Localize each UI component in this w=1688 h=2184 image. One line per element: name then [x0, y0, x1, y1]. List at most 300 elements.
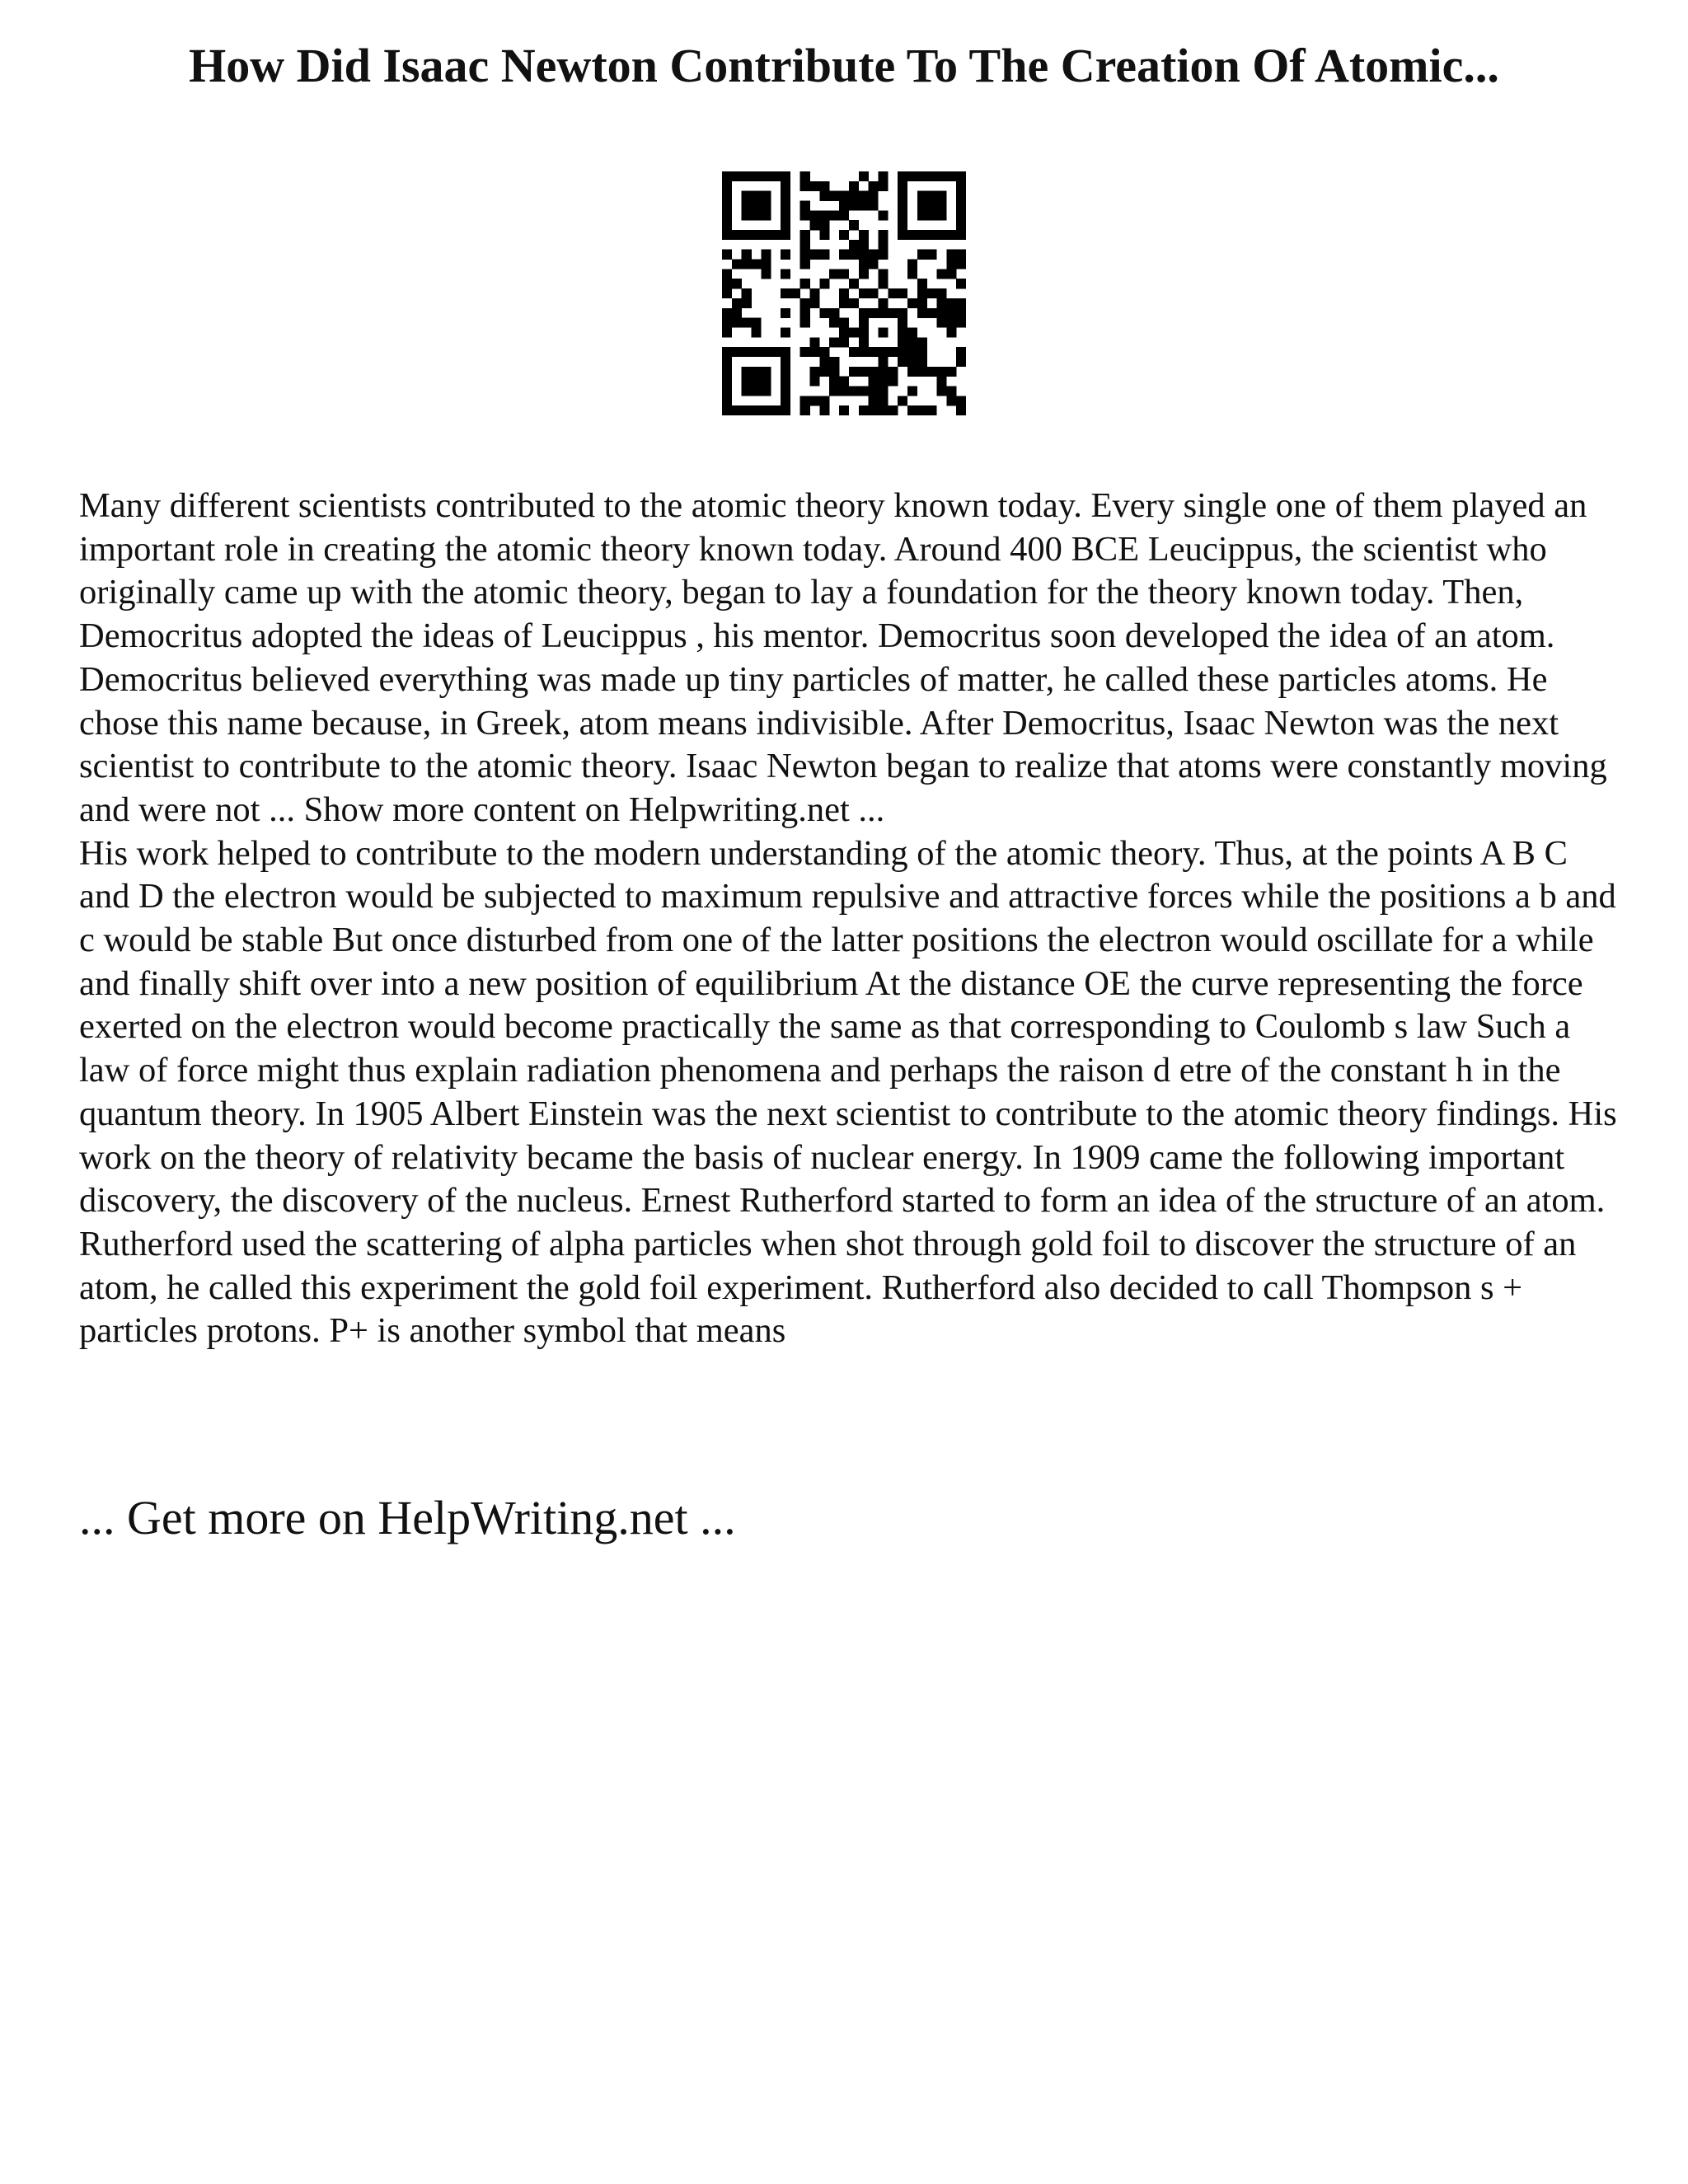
qr-module [829, 337, 839, 347]
qr-module [898, 308, 907, 318]
qr-module [810, 220, 820, 230]
qr-module [956, 357, 966, 367]
qr-module [810, 377, 820, 387]
qr-module [800, 308, 810, 318]
qr-module [839, 269, 849, 279]
qr-module [869, 288, 879, 298]
qr-module [888, 308, 898, 318]
qr-module [761, 347, 771, 357]
qr-module [722, 396, 732, 405]
qr-module [946, 367, 956, 377]
qr-module [907, 327, 917, 337]
qr-module [888, 288, 898, 298]
qr-module [956, 220, 966, 230]
qr-module [781, 250, 790, 260]
qr-module [800, 405, 810, 415]
qr-module [800, 201, 810, 211]
qr-module [878, 347, 888, 357]
qr-module [819, 250, 829, 260]
qr-module [722, 327, 732, 337]
qr-module [722, 171, 732, 181]
qr-module [761, 260, 771, 269]
qr-module [878, 181, 888, 191]
qr-module [849, 201, 859, 211]
qr-module [878, 377, 888, 387]
qr-module [781, 308, 790, 318]
qr-module [839, 201, 849, 211]
qr-module [752, 260, 762, 269]
qr-module [829, 377, 839, 387]
qr-module [946, 230, 956, 240]
qr-module [781, 367, 790, 377]
qr-module [907, 269, 917, 279]
qr-module [819, 210, 829, 220]
qr-module [917, 210, 927, 220]
qr-module [898, 181, 907, 191]
qr-module [849, 181, 859, 191]
qr-module [722, 288, 732, 298]
qr-module [917, 201, 927, 211]
qr-module [888, 367, 898, 377]
qr-module [927, 250, 937, 260]
qr-module [888, 347, 898, 357]
qr-module [956, 260, 966, 269]
qr-module [722, 220, 732, 230]
qr-module [839, 191, 849, 201]
qr-module [907, 337, 917, 347]
qr-module [956, 210, 966, 220]
qr-module [722, 347, 732, 357]
qr-module [781, 269, 790, 279]
qr-module [781, 181, 790, 191]
qr-module [859, 171, 869, 181]
qr-module [878, 386, 888, 396]
qr-module [907, 230, 917, 240]
qr-module [898, 171, 907, 181]
qr-module [878, 250, 888, 260]
qr-module [839, 230, 849, 240]
qr-module [878, 308, 888, 318]
qr-module [732, 347, 742, 357]
qr-module [917, 171, 927, 181]
qr-module [781, 386, 790, 396]
qr-module [907, 405, 917, 415]
qr-module [946, 298, 956, 308]
qr-module [849, 220, 859, 230]
qr-module [917, 298, 927, 308]
qr-code-graphic [722, 171, 966, 415]
qr-module [849, 327, 859, 337]
qr-module [907, 171, 917, 181]
qr-module [917, 337, 927, 347]
qr-module [722, 357, 732, 367]
qr-module [781, 171, 790, 181]
qr-module [946, 260, 956, 269]
qr-module [936, 298, 946, 308]
qr-module [936, 269, 946, 279]
qr-module [956, 230, 966, 240]
qr-module [752, 386, 762, 396]
qr-module [732, 279, 742, 288]
qr-module [810, 288, 820, 298]
qr-module [761, 250, 771, 260]
document-title: How Did Isaac Newton Contribute To The Creation Of Atomic... [189, 39, 1499, 92]
qr-module [810, 250, 820, 260]
qr-module [819, 230, 829, 240]
qr-module [927, 191, 937, 201]
qr-module [732, 260, 742, 269]
qr-module [946, 269, 956, 279]
qr-module [732, 298, 742, 308]
qr-module [869, 308, 879, 318]
qr-module [946, 318, 956, 328]
qr-module [742, 250, 752, 260]
qr-module [898, 347, 907, 357]
qr-module [722, 269, 732, 279]
qr-module [781, 220, 790, 230]
qr-module [859, 201, 869, 211]
qr-module [859, 367, 869, 377]
qr-module [859, 405, 869, 415]
qr-module [869, 367, 879, 377]
qr-module [722, 308, 732, 318]
qr-module [859, 260, 869, 269]
qr-module [800, 347, 810, 357]
qr-module [829, 318, 839, 328]
qr-module [898, 201, 907, 211]
qr-module [752, 405, 762, 415]
qr-module [800, 396, 810, 405]
qr-module [878, 327, 888, 337]
qr-module [742, 288, 752, 298]
qr-module [732, 405, 742, 415]
qr-module [927, 201, 937, 211]
qr-module [869, 191, 879, 201]
qr-module [956, 347, 966, 357]
qr-module [742, 405, 752, 415]
qr-module [829, 386, 839, 396]
qr-module [898, 337, 907, 347]
qr-module [917, 405, 927, 415]
qr-module [771, 171, 781, 181]
qr-module [722, 181, 732, 191]
qr-module [819, 279, 829, 288]
qr-module [917, 230, 927, 240]
qr-module [907, 357, 917, 367]
qr-module [732, 171, 742, 181]
qr-module [859, 386, 869, 396]
qr-module [742, 318, 752, 328]
qr-module [869, 250, 879, 260]
qr-module [819, 220, 829, 230]
qr-module [771, 230, 781, 240]
qr-module [927, 230, 937, 240]
qr-module [722, 367, 732, 377]
qr-module [722, 230, 732, 240]
qr-module [800, 318, 810, 328]
qr-module [761, 201, 771, 211]
qr-module [722, 318, 732, 328]
qr-module [819, 367, 829, 377]
qr-module [956, 250, 966, 260]
qr-module [956, 308, 966, 318]
qr-module [761, 269, 771, 279]
qr-module [849, 298, 859, 308]
qr-module [869, 181, 879, 191]
qr-module [819, 396, 829, 405]
qr-module [936, 210, 946, 220]
qr-module [761, 210, 771, 220]
qr-module [771, 347, 781, 357]
qr-module [878, 298, 888, 308]
qr-module [907, 367, 917, 377]
qr-module [752, 347, 762, 357]
qr-module [869, 260, 879, 269]
qr-module [849, 240, 859, 250]
qr-module [878, 269, 888, 279]
qr-module [936, 171, 946, 181]
qr-module [956, 201, 966, 211]
qr-module [761, 405, 771, 415]
qr-module [907, 260, 917, 269]
qr-module [839, 318, 849, 328]
qr-module [956, 298, 966, 308]
qr-module [722, 377, 732, 387]
qr-module [946, 308, 956, 318]
qr-module [898, 396, 907, 405]
qr-module [956, 181, 966, 191]
qr-module [927, 171, 937, 181]
qr-module [849, 347, 859, 357]
qr-module [752, 171, 762, 181]
qr-module [781, 288, 790, 298]
qr-module [742, 230, 752, 240]
qr-module [722, 210, 732, 220]
qr-module [810, 347, 820, 357]
qr-module [859, 347, 869, 357]
qr-module [927, 405, 937, 415]
qr-module [869, 405, 879, 415]
qr-module [742, 386, 752, 396]
qr-module [742, 347, 752, 357]
qr-module [936, 308, 946, 318]
qr-module [810, 337, 820, 347]
qr-module [800, 260, 810, 269]
qr-module [946, 327, 956, 337]
qr-module [781, 405, 790, 415]
qr-module [839, 250, 849, 260]
qr-module [936, 367, 946, 377]
qr-module [800, 298, 810, 308]
qr-module [888, 377, 898, 387]
qr-module [946, 171, 956, 181]
qr-module [898, 357, 907, 367]
qr-module [917, 191, 927, 201]
qr-module [752, 367, 762, 377]
qr-module [878, 230, 888, 240]
qr-module [829, 357, 839, 367]
qr-module [859, 327, 869, 337]
qr-module [781, 201, 790, 211]
qr-module [907, 386, 917, 396]
qr-module [898, 191, 907, 201]
qr-module [956, 279, 966, 288]
qr-module [927, 288, 937, 298]
qr-module [956, 405, 966, 415]
qr-module [742, 367, 752, 377]
qr-module [752, 318, 762, 328]
qr-module [878, 396, 888, 405]
qr-module [859, 230, 869, 240]
qr-module [907, 347, 917, 357]
qr-module [878, 279, 888, 288]
qr-module [898, 327, 907, 337]
qr-module [849, 279, 859, 288]
qr-module [810, 367, 820, 377]
qr-module [732, 230, 742, 240]
qr-module [898, 288, 907, 298]
qr-module [936, 191, 946, 201]
qr-module [878, 171, 888, 181]
qr-module [839, 210, 849, 220]
qr-module [781, 327, 790, 337]
qr-module [917, 347, 927, 357]
qr-module [936, 288, 946, 298]
qr-module [927, 210, 937, 220]
qr-module [722, 191, 732, 201]
qr-module [742, 298, 752, 308]
qr-module [722, 386, 732, 396]
qr-module [849, 250, 859, 260]
qr-module [869, 377, 879, 387]
qr-module [819, 191, 829, 201]
qr-module [790, 288, 800, 298]
qr-module [859, 308, 869, 318]
qr-module [829, 191, 839, 201]
qr-module [917, 250, 927, 260]
qr-module [907, 298, 917, 308]
qr-module [917, 357, 927, 367]
qr-module [936, 377, 946, 387]
qr-module [819, 347, 829, 357]
qr-module [898, 220, 907, 230]
qr-module [936, 201, 946, 211]
qr-module [810, 396, 820, 405]
qr-module [898, 318, 907, 328]
qr-module [742, 260, 752, 269]
qr-module [819, 308, 829, 318]
qr-module [810, 298, 820, 308]
qr-module [732, 318, 742, 328]
article-paragraph-1: Many different scientists contributed to the atomic theory known today. Every single one of them played an important role in creating the atomic theory known today. Around 400 BCE Leucippus, the scientist who originally came up with the atomic theory, began to lay a foundation for the theory known today. Then, Democritus adopted the ideas of Leucippus , his mentor. Democritus soon developed the idea of an atom. Democritus believed everything was made up tiny particles of matter, he called these particles atoms. He chose this name because, in Greek, atom means indivisible. After Democritus, Isaac Newton was the next scientist to contribute to the atomic theory. Isaac Newton began to realize that atoms were constantly moving and were not ... Show more content on Helpwriting.net ... [79, 486, 1607, 829]
qr-module [800, 279, 810, 288]
qr-module [761, 386, 771, 396]
qr-module [761, 230, 771, 240]
qr-module [898, 210, 907, 220]
qr-module [800, 210, 810, 220]
qr-module [878, 210, 888, 220]
qr-module [839, 377, 849, 387]
qr-module [771, 405, 781, 415]
qr-module [732, 308, 742, 318]
qr-module [752, 191, 762, 201]
qr-module [761, 377, 771, 387]
qr-module [800, 171, 810, 181]
qr-module [722, 201, 732, 211]
qr-module [927, 308, 937, 318]
article-body [79, 485, 1620, 1353]
qr-module [781, 396, 790, 405]
qr-module [839, 405, 849, 415]
qr-module [869, 347, 879, 357]
qr-module [859, 250, 869, 260]
qr-module [917, 279, 927, 288]
qr-module [849, 386, 859, 396]
qr-module [829, 210, 839, 220]
qr-module [878, 240, 888, 250]
qr-module [869, 386, 879, 396]
qr-module [917, 367, 927, 377]
qr-module [878, 357, 888, 367]
qr-code-icon[interactable] [722, 171, 966, 415]
qr-module [946, 250, 956, 260]
qr-module [917, 308, 927, 318]
qr-module [800, 181, 810, 191]
qr-module [742, 210, 752, 220]
qr-module [781, 347, 790, 357]
qr-module [722, 279, 732, 288]
qr-module [839, 288, 849, 298]
qr-module [956, 171, 966, 181]
qr-module [946, 386, 956, 396]
qr-module [781, 230, 790, 240]
qr-module [898, 230, 907, 240]
qr-module [849, 367, 859, 377]
qr-module [819, 357, 829, 367]
qr-module [869, 201, 879, 211]
qr-module [839, 298, 849, 308]
qr-module [761, 191, 771, 201]
qr-module [722, 405, 732, 415]
qr-module [752, 377, 762, 387]
qr-module [956, 191, 966, 201]
qr-module [781, 377, 790, 387]
qr-module [859, 269, 869, 279]
qr-module [752, 201, 762, 211]
qr-module [869, 396, 879, 405]
qr-module [927, 367, 937, 377]
qr-module [829, 308, 839, 318]
qr-module [936, 318, 946, 328]
qr-module [878, 367, 888, 377]
qr-module [781, 210, 790, 220]
qr-module [849, 191, 859, 201]
qr-module [859, 288, 869, 298]
qr-module [936, 230, 946, 240]
qr-module [722, 250, 732, 260]
qr-module [810, 210, 820, 220]
qr-module [742, 171, 752, 181]
qr-module [752, 230, 762, 240]
qr-module [878, 405, 888, 415]
qr-module [829, 367, 839, 377]
get-more-link[interactable]: ... Get more on HelpWriting.net ... [79, 1491, 736, 1544]
qr-module [839, 327, 849, 337]
qr-module [936, 386, 946, 396]
qr-module [956, 318, 966, 328]
qr-module [742, 377, 752, 387]
article-paragraph-2: His work helped to contribute to the modern understanding of the atomic theory. Thus, at the points A B C and D the electron would be subjected to maximum repulsive and attractive forces while the positions a b and c would be stable But once disturbed from one of the latter positions the electron would oscillate for a while and finally shift over into a new position of equilibrium At the distance OE the curve representing the force exerted on the electron would become practically the same as that corresponding to Coulomb s law Such a law of force might thus explain radiation phenomena and perhaps the raison d etre of the constant h in the quantum theory. In 1905 Albert Einstein was the next scientist to contribute to the atomic theory findings. His work on the theory of relativity became the basis of nuclear energy. In 1909 came the following important discovery, the discovery of the nucleus. Ernest Rutherford started to form an idea of the structure of an atom. Rutherford used the scattering of alpha particles when shot through gold foil to discover the structure of an atom, he called this experiment the gold foil experiment. Rutherford also decided to call Thompson s + particles protons. P+ is another symbol that means [79, 833, 1617, 1351]
